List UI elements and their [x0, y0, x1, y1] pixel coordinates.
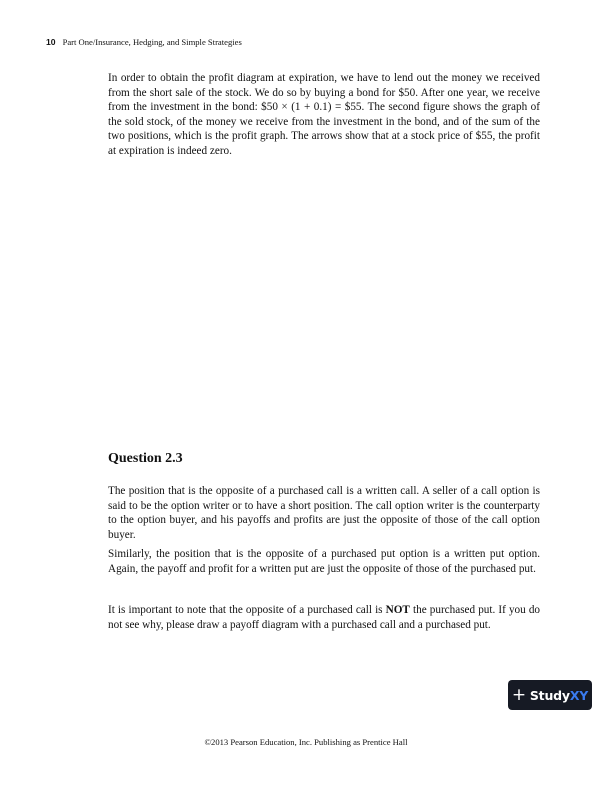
copyright-footer: ©2013 Pearson Education, Inc. Publishing as Prentice Hall [204, 737, 408, 747]
question-heading: Question 2.3 [108, 451, 183, 466]
badge-brand-accent: XY [569, 687, 589, 703]
note-text-before: It is important to note that the opposite of a purchased call is [108, 604, 386, 616]
note-emphasis: NOT [385, 604, 410, 616]
note-text-after: the purchased put. If you do not see why, please draw a payoff diagram with a purchased call and a purchased put. [108, 604, 541, 631]
badge-brand-text: Study [529, 687, 570, 703]
paragraph-written-call: The position that is the opposite of a purchased call is a written call. A seller of a call option is said to be the option writer or to have a short position. The call option writer is the counterparty to the option buyer, and his payoffs and profits are just the opposite of those of the call option buyer. [108, 485, 540, 541]
page-number: 10 [46, 37, 56, 47]
studyxy-badge[interactable] [508, 680, 592, 710]
paragraph-written-put: Similarly, the position that is the opposite of a purchased put option is a written put option. Again, the payoff and profit for a written put are just the opposite of those of the purchased put. [108, 548, 540, 575]
paragraph-profit-diagram: In order to obtain the profit diagram at expiration, we have to lend out the money we received from the short sale of the stock. We do so by buying a bond for $50. After one year, we receive from the investment in the bond: $50 × (1 + 0.1) = $55. The second figure shows the graph of the sold stock, of the money we receive from the investment in the bond, and of the sum of the two positions, which is the profit graph. The arrows show that at a stock price of $55, the profit at expiration is indeed zero. [108, 72, 540, 157]
plus-icon: + [511, 684, 526, 705]
paragraph-opposite-note [108, 603, 540, 632]
running-title: Part One/Insurance, Hedging, and Simple Strategies [62, 37, 242, 47]
running-header [46, 37, 242, 47]
